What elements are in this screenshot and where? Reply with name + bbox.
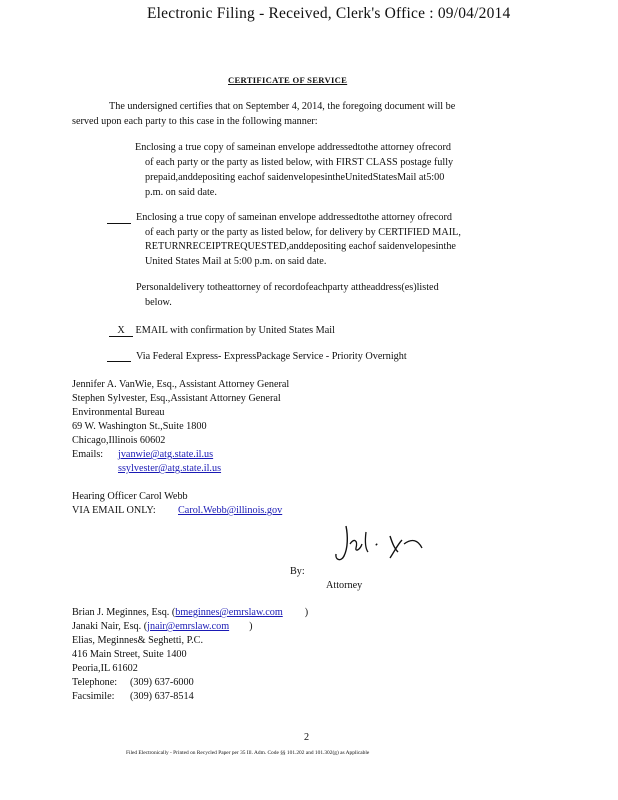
email-link-meginnes[interactable]: bmeginnes@emrslaw.com <box>175 607 283 618</box>
counsel-line-1 <box>72 607 308 618</box>
recipient-line-5: Chicago,Illinois 60602 <box>72 435 166 446</box>
attorney-label: Attorney <box>326 580 363 591</box>
counsel-street: 416 Main Street, Suite 1400 <box>72 649 187 660</box>
recipient-line-4: 69 W. Washington St.,Suite 1800 <box>72 421 207 432</box>
personal-line-1: Personaldelivery totheattorney of recordofeachparty attheaddress(es)listed <box>136 282 439 293</box>
email-link-webb[interactable]: Carol.Webb@illinois.gov <box>178 505 283 516</box>
email-checkmark: X <box>109 325 133 337</box>
first-class-line-1: Enclosing a true copy of sameinan envelope addressedtothe attorney ofrecord <box>135 142 451 153</box>
document-title <box>228 75 347 85</box>
email-link-nair[interactable]: jnair@emrslaw.com <box>147 621 230 632</box>
personal-line-2: below. <box>145 297 172 308</box>
fedex-option: Via Federal Express- ExpressPackage Service - Priority Overnight <box>136 351 407 362</box>
counsel-line-1-suffix: ) <box>304 607 309 618</box>
via-email-label: VIA EMAIL ONLY: <box>72 505 156 516</box>
email-option-text: EMAIL with confirmation by United States Mail <box>135 325 335 336</box>
fedex-blank <box>107 351 131 362</box>
counsel-firm: Elias, Meginnes& Seghetti, P.C. <box>72 635 204 646</box>
by-label: By: <box>290 566 305 577</box>
emails-label: Emails: <box>72 449 104 460</box>
certified-line-1: Enclosing a true copy of sameinan envelope addressedtothe attorney ofrecord <box>136 212 452 223</box>
first-class-line-4: p.m. on said date. <box>145 187 217 198</box>
counsel-name-nair: Janaki Nair, Esq. ( <box>72 621 148 632</box>
certified-blank <box>107 213 131 224</box>
facsimile-label: Facsimile: <box>72 691 115 702</box>
certified-line-3: RETURNRECEIPTREQUESTED,anddepositing eachof saidenvelopesinthe <box>145 241 456 252</box>
counsel-city: Peoria,IL 61602 <box>72 663 138 674</box>
certified-line-4: United States Mail at 5:00 p.m. on said date. <box>145 256 327 267</box>
certified-line-2: of each party or the party as listed below, for delivery by CERTIFIED MAIL, <box>145 227 461 238</box>
filing-header: Electronic Filing - Received, Clerk's Office : 09/04/2014 <box>147 5 511 22</box>
page-number: 2 <box>304 732 310 743</box>
intro-line-1: The undersigned certifies that on September 4, 2014, the foregoing document will be <box>109 101 456 112</box>
recipient-line-2: Stephen Sylvester, Esq.,Assistant Attorney General <box>72 393 281 404</box>
telephone-value: (309) 637-6000 <box>130 677 194 688</box>
recipient-line-3: Environmental Bureau <box>72 407 165 418</box>
first-class-line-3: prepaid,anddepositing eachof saidenvelopesintheUnitedStatesMail at5:00 <box>145 172 445 183</box>
email-option <box>109 325 335 337</box>
counsel-line-2 <box>72 621 253 632</box>
telephone-label: Telephone: <box>72 677 118 688</box>
intro-line-2: served upon each party to this case in the following manner: <box>72 116 318 127</box>
recipient-line-1: Jennifer A. VanWie, Esq., Assistant Attorney General <box>72 379 290 390</box>
document-title-text: CERTIFICATE OF SERVICE <box>228 75 348 85</box>
email-link-vanwie[interactable]: jvanwie@atg.state.il.us <box>118 449 214 460</box>
signature-image <box>332 522 434 566</box>
first-class-line-2: of each party or the party as listed below, with FIRST CLASS postage fully <box>145 157 454 168</box>
counsel-name-meginnes: Brian J. Meginnes, Esq. ( <box>72 607 176 618</box>
counsel-line-2-suffix: ) <box>249 621 253 632</box>
footer-notice: Filed Electronically - Printed on Recycled Paper per 35 Ill. Adm. Code §§ 101.202 and 101.302(g) as Applicable <box>126 750 370 756</box>
hearing-officer: Hearing Officer Carol Webb <box>72 491 188 502</box>
email-link-sylvester[interactable]: ssylvester@atg.state.il.us <box>118 463 222 474</box>
facsimile-value: (309) 637-8514 <box>130 691 194 702</box>
